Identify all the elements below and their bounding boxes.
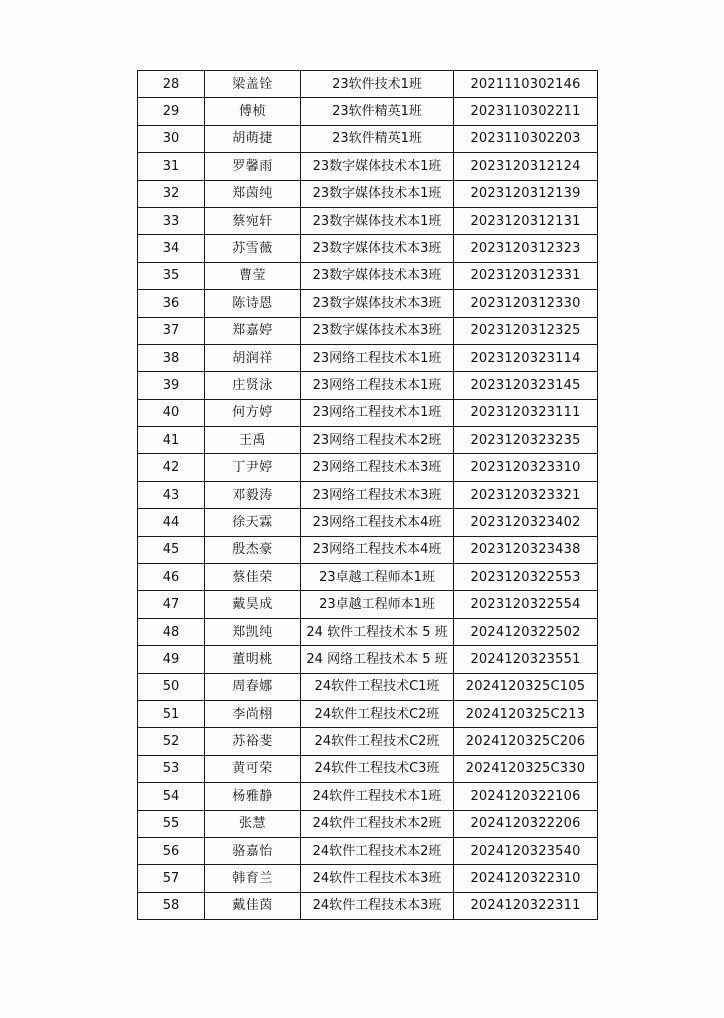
student-id: 2024120325C105 bbox=[454, 673, 598, 700]
student-name: 骆嘉怡 bbox=[205, 837, 301, 864]
class-name: 23数字媒体技术本3班 bbox=[301, 290, 454, 317]
student-name: 罗馨雨 bbox=[205, 153, 301, 180]
class-name: 24软件工程技术C1班 bbox=[301, 673, 454, 700]
student-name: 杨雅静 bbox=[205, 783, 301, 810]
student-id: 2023110302203 bbox=[454, 125, 598, 152]
student-name: 戴佳茵 bbox=[205, 892, 301, 919]
class-name: 23卓越工程师本1班 bbox=[301, 564, 454, 591]
roster-table-body bbox=[138, 71, 598, 920]
student-name: 蔡宛轩 bbox=[205, 207, 301, 234]
row-number: 45 bbox=[138, 536, 205, 563]
table-row bbox=[138, 180, 598, 207]
table-row bbox=[138, 673, 598, 700]
class-name: 23数字媒体技术本3班 bbox=[301, 235, 454, 262]
student-id: 2023120323402 bbox=[454, 509, 598, 536]
class-name: 24 软件工程技术本 5 班 bbox=[301, 618, 454, 645]
student-id: 2023120322554 bbox=[454, 591, 598, 618]
row-number: 29 bbox=[138, 98, 205, 125]
table-row bbox=[138, 700, 598, 727]
table-row bbox=[138, 892, 598, 919]
student-id: 2023110302211 bbox=[454, 98, 598, 125]
student-id: 2023120312139 bbox=[454, 180, 598, 207]
table-row bbox=[138, 564, 598, 591]
student-id: 2023120323321 bbox=[454, 481, 598, 508]
table-row bbox=[138, 865, 598, 892]
class-name: 24软件工程技术本3班 bbox=[301, 892, 454, 919]
student-id: 2023120323111 bbox=[454, 399, 598, 426]
row-number: 32 bbox=[138, 180, 205, 207]
class-name: 24软件工程技术C2班 bbox=[301, 728, 454, 755]
student-id: 2023120312330 bbox=[454, 290, 598, 317]
table-row bbox=[138, 98, 598, 125]
student-name: 丁尹婷 bbox=[205, 454, 301, 481]
student-id: 2023120323310 bbox=[454, 454, 598, 481]
class-name: 24软件工程技术C3班 bbox=[301, 755, 454, 782]
table-row bbox=[138, 646, 598, 673]
row-number: 28 bbox=[138, 71, 205, 98]
student-id: 2023120312331 bbox=[454, 262, 598, 289]
class-name: 23网络工程技术本4班 bbox=[301, 536, 454, 563]
table-row bbox=[138, 454, 598, 481]
student-name: 胡润祥 bbox=[205, 344, 301, 371]
table-row bbox=[138, 153, 598, 180]
class-name: 23数字媒体技术本1班 bbox=[301, 153, 454, 180]
row-number: 58 bbox=[138, 892, 205, 919]
row-number: 40 bbox=[138, 399, 205, 426]
student-name: 殷杰豪 bbox=[205, 536, 301, 563]
student-id: 2023120312325 bbox=[454, 317, 598, 344]
student-id: 2024120322310 bbox=[454, 865, 598, 892]
student-roster-table bbox=[137, 70, 598, 920]
class-name: 24软件工程技术本3班 bbox=[301, 865, 454, 892]
class-name: 23网络工程技术本3班 bbox=[301, 481, 454, 508]
student-name: 苏雪薇 bbox=[205, 235, 301, 262]
table-row bbox=[138, 399, 598, 426]
row-number: 30 bbox=[138, 125, 205, 152]
table-row bbox=[138, 290, 598, 317]
table-row bbox=[138, 783, 598, 810]
row-number: 35 bbox=[138, 262, 205, 289]
student-name: 黄可荣 bbox=[205, 755, 301, 782]
class-name: 24软件工程技术本1班 bbox=[301, 783, 454, 810]
student-id: 2023120323145 bbox=[454, 372, 598, 399]
table-row bbox=[138, 810, 598, 837]
student-id: 2024120322502 bbox=[454, 618, 598, 645]
class-name: 23软件精英1班 bbox=[301, 125, 454, 152]
row-number: 49 bbox=[138, 646, 205, 673]
class-name: 23数字媒体技术本1班 bbox=[301, 180, 454, 207]
student-id: 2023120322553 bbox=[454, 564, 598, 591]
row-number: 39 bbox=[138, 372, 205, 399]
class-name: 23网络工程技术本3班 bbox=[301, 454, 454, 481]
class-name: 23数字媒体技术本3班 bbox=[301, 317, 454, 344]
row-number: 44 bbox=[138, 509, 205, 536]
table-row bbox=[138, 728, 598, 755]
table-row bbox=[138, 536, 598, 563]
student-name: 戴昊成 bbox=[205, 591, 301, 618]
row-number: 37 bbox=[138, 317, 205, 344]
table-row bbox=[138, 481, 598, 508]
student-id: 2023120312124 bbox=[454, 153, 598, 180]
row-number: 46 bbox=[138, 564, 205, 591]
class-name: 24软件工程技术本2班 bbox=[301, 810, 454, 837]
class-name: 23网络工程技术本1班 bbox=[301, 399, 454, 426]
row-number: 50 bbox=[138, 673, 205, 700]
table-row bbox=[138, 207, 598, 234]
student-name: 胡萌捷 bbox=[205, 125, 301, 152]
student-name: 李尚栩 bbox=[205, 700, 301, 727]
student-name: 陈诗恩 bbox=[205, 290, 301, 317]
student-name: 何方婷 bbox=[205, 399, 301, 426]
student-name: 周春娜 bbox=[205, 673, 301, 700]
class-name: 23软件技术1班 bbox=[301, 71, 454, 98]
class-name: 23网络工程技术本2班 bbox=[301, 427, 454, 454]
class-name: 23网络工程技术本1班 bbox=[301, 372, 454, 399]
student-name: 曹莹 bbox=[205, 262, 301, 289]
table-row bbox=[138, 71, 598, 98]
student-name: 张慧 bbox=[205, 810, 301, 837]
student-id: 2024120323540 bbox=[454, 837, 598, 864]
student-id: 2024120323551 bbox=[454, 646, 598, 673]
student-name: 王禹 bbox=[205, 427, 301, 454]
student-id: 2023120323235 bbox=[454, 427, 598, 454]
row-number: 31 bbox=[138, 153, 205, 180]
row-number: 52 bbox=[138, 728, 205, 755]
table-row bbox=[138, 618, 598, 645]
table-row bbox=[138, 591, 598, 618]
row-number: 47 bbox=[138, 591, 205, 618]
student-id: 2024120325C330 bbox=[454, 755, 598, 782]
row-number: 36 bbox=[138, 290, 205, 317]
student-id: 2023120323114 bbox=[454, 344, 598, 371]
student-id: 2024120325C213 bbox=[454, 700, 598, 727]
class-name: 23数字媒体技术本3班 bbox=[301, 262, 454, 289]
row-number: 41 bbox=[138, 427, 205, 454]
student-name: 傅桢 bbox=[205, 98, 301, 125]
student-name: 蔡佳荣 bbox=[205, 564, 301, 591]
row-number: 34 bbox=[138, 235, 205, 262]
row-number: 42 bbox=[138, 454, 205, 481]
table-row bbox=[138, 837, 598, 864]
row-number: 54 bbox=[138, 783, 205, 810]
student-name: 庄贤泳 bbox=[205, 372, 301, 399]
table-row bbox=[138, 317, 598, 344]
row-number: 53 bbox=[138, 755, 205, 782]
student-name: 郑茵纯 bbox=[205, 180, 301, 207]
student-id: 2024120322206 bbox=[454, 810, 598, 837]
row-number: 55 bbox=[138, 810, 205, 837]
row-number: 48 bbox=[138, 618, 205, 645]
student-name: 董明桃 bbox=[205, 646, 301, 673]
table-row bbox=[138, 755, 598, 782]
row-number: 51 bbox=[138, 700, 205, 727]
row-number: 57 bbox=[138, 865, 205, 892]
table-row bbox=[138, 235, 598, 262]
row-number: 56 bbox=[138, 837, 205, 864]
student-name: 郑凯纯 bbox=[205, 618, 301, 645]
table-row bbox=[138, 125, 598, 152]
table-row bbox=[138, 262, 598, 289]
student-name: 梁盖铨 bbox=[205, 71, 301, 98]
class-name: 23数字媒体技术本1班 bbox=[301, 207, 454, 234]
student-id: 2023120323438 bbox=[454, 536, 598, 563]
class-name: 24软件工程技术本2班 bbox=[301, 837, 454, 864]
student-name: 苏裕斐 bbox=[205, 728, 301, 755]
table-row bbox=[138, 427, 598, 454]
student-id: 2024120322106 bbox=[454, 783, 598, 810]
table-row bbox=[138, 509, 598, 536]
student-name: 徐天霖 bbox=[205, 509, 301, 536]
class-name: 23软件精英1班 bbox=[301, 98, 454, 125]
student-id: 2023120312131 bbox=[454, 207, 598, 234]
student-id: 2023120312323 bbox=[454, 235, 598, 262]
row-number: 38 bbox=[138, 344, 205, 371]
student-name: 邓毅涛 bbox=[205, 481, 301, 508]
row-number: 33 bbox=[138, 207, 205, 234]
student-id: 2021110302146 bbox=[454, 71, 598, 98]
table-row bbox=[138, 372, 598, 399]
class-name: 24 网络工程技术本 5 班 bbox=[301, 646, 454, 673]
class-name: 23网络工程技术本1班 bbox=[301, 344, 454, 371]
student-name: 韩育兰 bbox=[205, 865, 301, 892]
class-name: 24软件工程技术C2班 bbox=[301, 700, 454, 727]
student-id: 2024120325C206 bbox=[454, 728, 598, 755]
table-row bbox=[138, 344, 598, 371]
student-id: 2024120322311 bbox=[454, 892, 598, 919]
class-name: 23网络工程技术本4班 bbox=[301, 509, 454, 536]
student-name: 郑嘉婷 bbox=[205, 317, 301, 344]
class-name: 23卓越工程师本1班 bbox=[301, 591, 454, 618]
row-number: 43 bbox=[138, 481, 205, 508]
